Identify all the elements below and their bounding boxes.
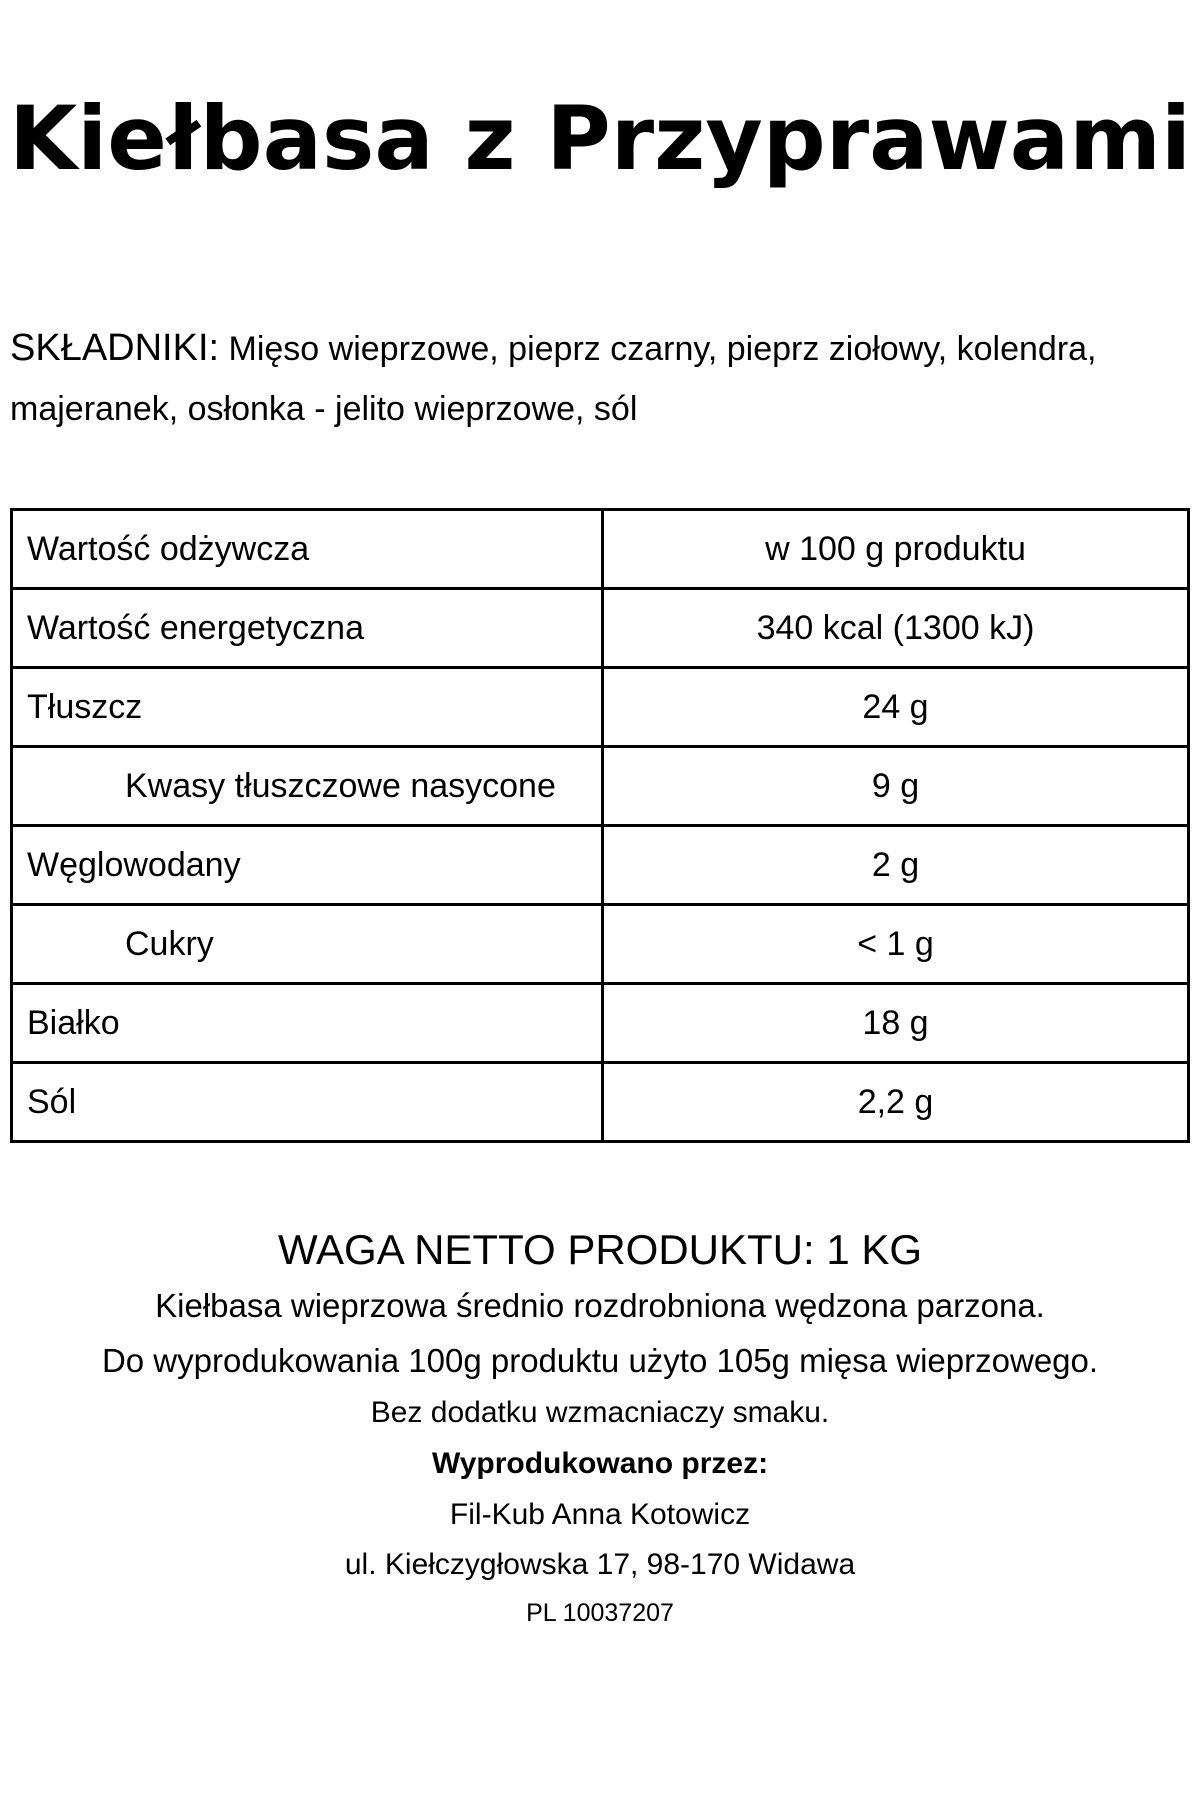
nutrition-table: [10, 508, 1190, 1143]
nutrient-name: Cukry: [12, 905, 603, 984]
table-row: [12, 589, 1189, 668]
table-row: [12, 668, 1189, 747]
nutrient-value: 340 kcal (1300 kJ): [603, 589, 1189, 668]
nutrition-header-row: [12, 510, 1189, 589]
nutrient-name: Węglowodany: [12, 826, 603, 905]
nutrient-name: Sól: [12, 1063, 603, 1142]
nutrient-value: 9 g: [603, 747, 1189, 826]
producer-address: ul. Kiełczygłowska 17, 98-170 Widawa: [344, 1548, 856, 1581]
producer-label: Wyprodukowano przez:: [431, 1447, 769, 1480]
nutrient-value: 2 g: [603, 826, 1189, 905]
meat-usage-note: Do wyprodukowania 100g produktu użyto 105g mięsa wieprzowego.: [101, 1342, 1099, 1379]
product-title: Kiełbasa z Przyprawami: [8, 87, 1192, 190]
nutrient-value: 18 g: [603, 984, 1189, 1063]
ingredients-text: Mięso wieprzowe, pieprz czarny, pieprz ziołowy, kolendra, majeranek, osłonka - jelito wieprzowe, sól: [10, 330, 1097, 428]
ingredients-label: SKŁADNIKI:: [10, 327, 220, 369]
nutrient-value: 2,2 g: [603, 1063, 1189, 1142]
nutrient-name: Białko: [12, 984, 603, 1063]
table-row: [12, 905, 1189, 984]
table-row: [12, 826, 1189, 905]
nutrition-header-value: w 100 g produktu: [603, 510, 1189, 589]
nutrient-name: Tłuszcz: [12, 668, 603, 747]
nutrient-value: 24 g: [603, 668, 1189, 747]
producer-name: Fil-Kub Anna Kotowicz: [449, 1498, 751, 1531]
nutrient-name: Wartość energetyczna: [12, 589, 603, 668]
table-row: [12, 747, 1189, 826]
producer-code: PL 10037207: [526, 1599, 674, 1627]
ingredients-section: [10, 318, 1190, 439]
product-info: [0, 1222, 1200, 1636]
product-description: Kiełbasa wieprzowa średnio rozdrobniona wędzona parzona.: [155, 1287, 1045, 1324]
table-row: [12, 1063, 1189, 1142]
no-enhancers-note: Bez dodatku wzmacniaczy smaku.: [370, 1396, 830, 1429]
net-weight: WAGA NETTO PRODUKTU: 1 KG: [277, 1226, 923, 1273]
table-row: [12, 984, 1189, 1063]
nutrient-value: < 1 g: [603, 905, 1189, 984]
nutrition-header-name: Wartość odżywcza: [12, 510, 603, 589]
nutrient-name: Kwasy tłuszczowe nasycone: [12, 747, 603, 826]
